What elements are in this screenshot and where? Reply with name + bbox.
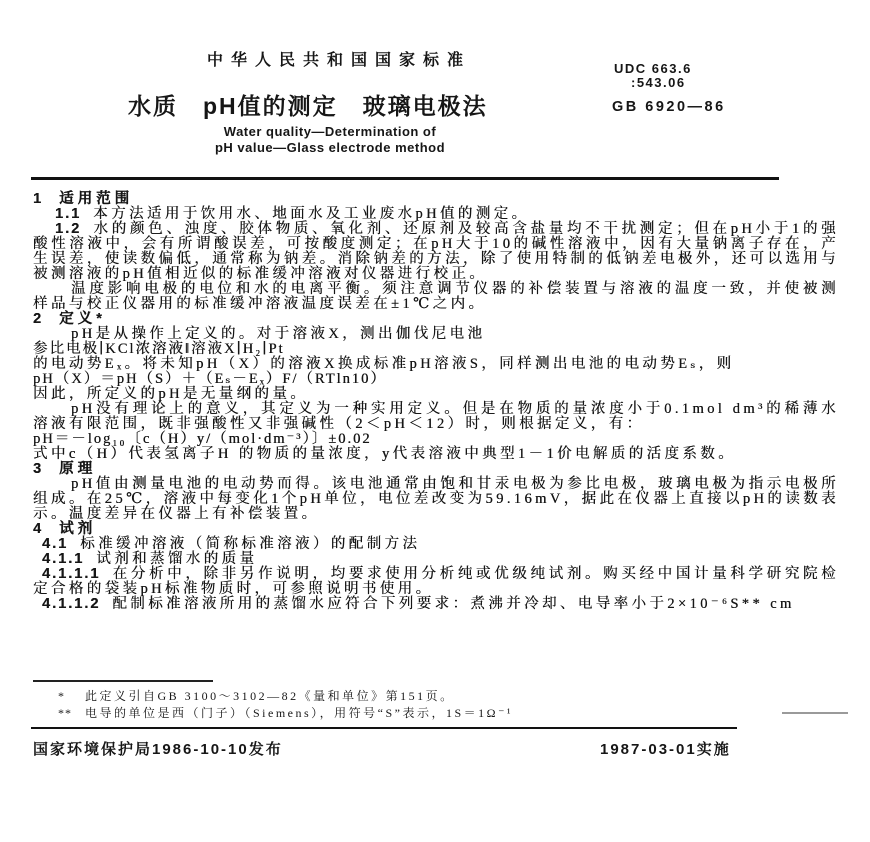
national-standard-label: 中华人民共和国国家标准 (207, 52, 472, 69)
formula-ph-log: pH＝－log₁₀〔c（H）y/（mol·dm⁻³）〕±0.02 (33, 431, 372, 447)
section-3-heading (33, 462, 839, 477)
clause-number: 1.1 (55, 206, 82, 222)
clause-text: 试剂和蒸馏水的质量 (96, 551, 258, 567)
clause-4-1-1-2 (33, 597, 839, 612)
clause-text: 标准缓冲溶液（简称标准溶液）的配制方法 (80, 536, 421, 552)
formula-ph-x: pH（X）＝pH（S）＋（Eₛ－Eₓ）F/（RTln10） (33, 371, 387, 387)
header-divider (31, 177, 779, 180)
clause-1-2 (33, 222, 839, 282)
udc-line1: UDC 663.6 (614, 61, 692, 76)
clause-number: 4.1.1 (42, 551, 85, 567)
footnote-text: 此定义引自GB 3100～3102—82《量和单位》第151页。 (85, 689, 455, 703)
footnote-text: 电导的单位是西（门子）（Siemens），用符号“S”表示，1S＝1Ω⁻¹ (85, 706, 514, 720)
section-number: 2 (33, 311, 44, 327)
english-title-line2: pH value—Glass electrode method (214, 140, 446, 155)
clause-number: 1.2 (55, 221, 82, 237)
scan-line-fragment (782, 712, 848, 714)
section-title: 适用范围 (59, 191, 134, 207)
section-4-heading (33, 522, 839, 537)
paragraph-principle: pH值由测量电池的电动势而得。该电池通常由饱和甘汞电极为参比电极，玻璃电极为指示电极所组成。在25℃，溶液中每变化1个pH单位，电位差改变为59.16mV，据此在仪器上直接以pH的读数表示。温度差异在仪器上有补偿装置。 (33, 476, 839, 522)
paragraph-where: 式中c（H）代表氢离子H 的物质的量浓度，y代表溶液中典型1－1价电解质的活度系数。 (33, 446, 737, 462)
clause-4-1-1-1 (33, 567, 839, 597)
section-number: 3 (33, 461, 44, 477)
section-title: 试剂 (59, 521, 97, 537)
clause-text: 配制标准溶液所用的蒸馏水应符合下列要求：煮沸并冷却、电导率小于2×10⁻⁶S** cm (112, 596, 795, 612)
clause-number: 4.1.1.1 (42, 566, 101, 582)
page-title: 水质 pH值的测定 玻璃电极法 (128, 93, 488, 119)
footnote-1 (58, 688, 758, 705)
paragraph-emf: 的电动势Eₓ。将未知pH（X）的溶液X换成标准pH溶液S，同样测出电池的电动势Eₛ，则 (33, 356, 735, 372)
paragraph-temperature: 温度影响电极的电位和水的电离平衡。须注意调节仪器的补偿装置与溶液的温度一致，并使被测样品与校正仪器用的标准缓冲溶液温度误差在±1℃之内。 (33, 281, 839, 312)
footer-issued-by: 国家环境保护局1986-10-10发布 (33, 741, 283, 758)
clause-4-1 (33, 537, 839, 552)
footnote-marker: ** (58, 706, 72, 720)
paragraph-practical-definition: pH没有理论上的意义，其定义为一种实用定义。但是在物质的量浓度小于0.1mol dm³的稀薄水溶液有限范围，既非强酸性又非强碱性（2＜pH＜12）时，则根据定义，有： (33, 401, 839, 432)
clause-4-1-1 (33, 552, 839, 567)
footnote-divider (33, 680, 213, 682)
udc-code (614, 62, 692, 90)
section-1-heading (33, 192, 839, 207)
footnotes (58, 688, 758, 722)
clause-number: 4.1 (42, 536, 69, 552)
section-title: 定义* (59, 311, 106, 327)
document-body (33, 192, 839, 612)
footnote-marker: * (58, 689, 65, 703)
english-title (160, 124, 500, 156)
clause-text: 本方法适用于饮用水、地面水及工业废水pH值的测定。 (93, 206, 530, 222)
standard-code: GB 6920—86 (612, 99, 726, 115)
footnote-2 (58, 705, 758, 722)
udc-line2: :543.06 (631, 75, 686, 90)
footer-implementation-date: 1987-03-01实施 (600, 741, 731, 758)
section-2-heading (33, 312, 839, 327)
section-title: 原理 (59, 461, 97, 477)
clause-1-1 (33, 207, 839, 222)
footer-divider (31, 727, 737, 729)
section-number: 1 (33, 191, 44, 207)
clause-number: 4.1.1.2 (42, 596, 101, 612)
section-number: 4 (33, 521, 44, 537)
clause-text: 水的颜色、浊度、胶体物质、氧化剂、还原剂及较高含盐量均不干扰测定；但在pH小于1的强酸性溶液中，会有所谓酸误差，可按酸度测定；在pH大于10的碱性溶液中，因有大量钠离子存在，产生误差，使读数偏低，通常称为钠差。消除钠差的方法，除了使用特制的低钠差电极外，还可以选用与被测溶液的pH值相近似的标准缓冲溶液对仪器进行校正。 (33, 221, 839, 282)
english-title-line1: Water quality—Determination of (223, 124, 437, 139)
paragraph-dimensionless: 因此，所定义的pH是无量纲的量。 (33, 386, 309, 402)
paragraph-definition-intro: pH是从操作上定义的。对于溶液X，测出伽伐尼电池 (71, 326, 486, 342)
formula-galvanic-cell: 参比电极∣KCl浓溶液‖溶液X∣H₂∣Pt (33, 341, 285, 357)
clause-text: 在分析中，除非另作说明，均要求使用分析纯或优级纯试剂。购买经中国计量科学研究院检定合格的袋装pH标准物质时，可参照说明书使用。 (33, 566, 839, 597)
